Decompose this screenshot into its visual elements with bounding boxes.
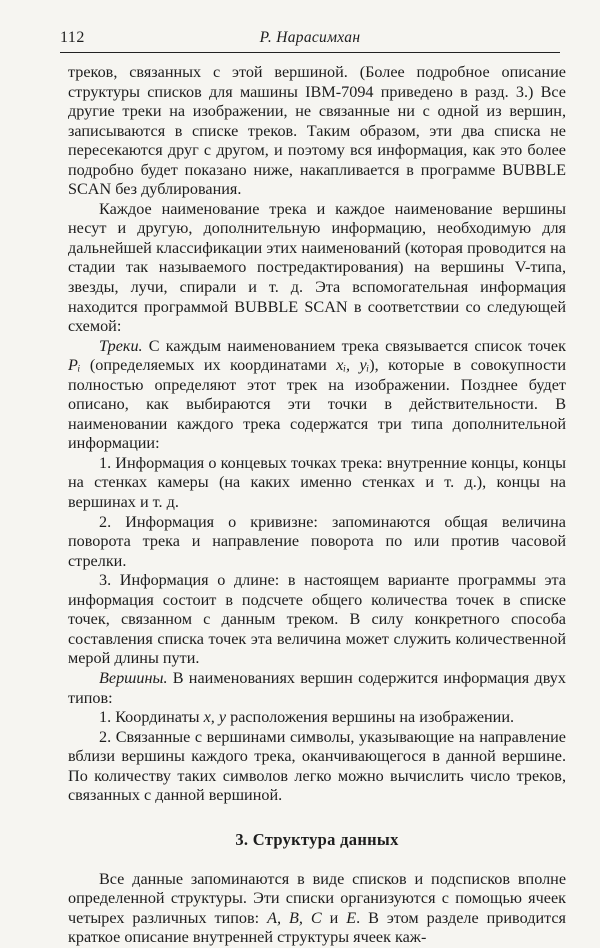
paragraph-vertices — [68, 669, 566, 708]
math-variable: x, y — [203, 708, 227, 727]
tracks-lead-in: Треки. — [99, 336, 143, 355]
section-heading: 3. Структура данных — [235, 829, 399, 849]
text-run: 1. Координаты — [99, 708, 204, 727]
math-variable: A, B, C — [267, 908, 322, 927]
page-header — [60, 28, 560, 53]
list-item: 2. Связанные с вершинами символы, указывающие на направление вблизи вершины каждого трека, оканчивающегося в данной вершине. По количеству таких символов легко можно вычислить число треков, связанных с данной вершиной. — [68, 727, 566, 805]
text-run: В наименованиях вершин содержится информация двух типов: — [68, 668, 566, 707]
text-run: расположения вершины на изображении. — [226, 708, 515, 727]
list-item — [68, 708, 566, 728]
math-variable: Pᵢ — [68, 356, 81, 375]
running-title: Р. Нарасимхан — [259, 29, 361, 46]
paragraph: Каждое наименование трека и каждое наименование вершины несут и другую, дополнительную информацию, необходимую для дальнейшей классификации этих наименований (которая проводится на стадии так называемого постредактирования) на вершины V-типа, звезды, лучи, спирали и т. д. Эта вспомогательная информация находится программой BUBBLE SCAN в соответствии со следующей схемой: — [68, 199, 566, 336]
page-number: 112 — [60, 29, 85, 46]
list-item: 3. Информация о длине: в настоящем варианте программы эта информация состоит в подсчете общего количества точек в списке точек, связанном с данным треком. В силу конкретного способа составления списка точек эта величина может служить количественной мерой длины пути. — [68, 571, 566, 668]
text-run: и — [321, 908, 347, 927]
math-variable: E — [346, 908, 357, 927]
text-run: ), которые в совокупности полностью определяют этот трек на изображении. Позднее будет описано, как выбираются эти точки в действительности. В наименовании каждого трека содержатся три типа дополнительной информации: — [68, 356, 566, 453]
text-run: (определяемых их координатами — [80, 356, 337, 375]
paragraph: треков, связанных с этой вершиной. (Более подробное описание структуры списков для машины IBM-7094 приведено в разд. 3.) Все другие треки на изображении, не связанные ни с одной из вершин, записываются в списке треков. Таким образом, эти два списка не пересекаются друг с другом, и поэтому вся информация, как это более подробно будет показано ниже, накапливается в программе BUBBLE SCAN без дублирования. — [68, 63, 566, 199]
vertices-lead-in: Вершины. — [99, 668, 168, 687]
list-item: 2. Информация о кривизне: запоминаются общая величина поворота трека и направление поворота по или против часовой стрелки. — [68, 512, 566, 570]
paragraph — [68, 870, 566, 948]
text-run: С каждым наименованием трека связывается список точек — [142, 336, 566, 355]
list-item: 1. Информация о концевых точках трека: внутренние концы, концы на стенках камеры (на каких именно стенках и т. д.), концы на вершинах и т. д. — [68, 453, 566, 512]
math-variable: xᵢ, yᵢ — [336, 356, 370, 375]
page-body — [68, 63, 566, 948]
text-run: . В этом разделе приводится краткое описание внутренней структуры ячеек каж- — [68, 908, 567, 947]
text-run: Все данные запоминаются в виде списков и подсписков вполне определенной структуры. Эти списки организуются с помощью ячеек четырех различных типов: — [68, 869, 566, 927]
paragraph-tracks — [68, 337, 566, 454]
